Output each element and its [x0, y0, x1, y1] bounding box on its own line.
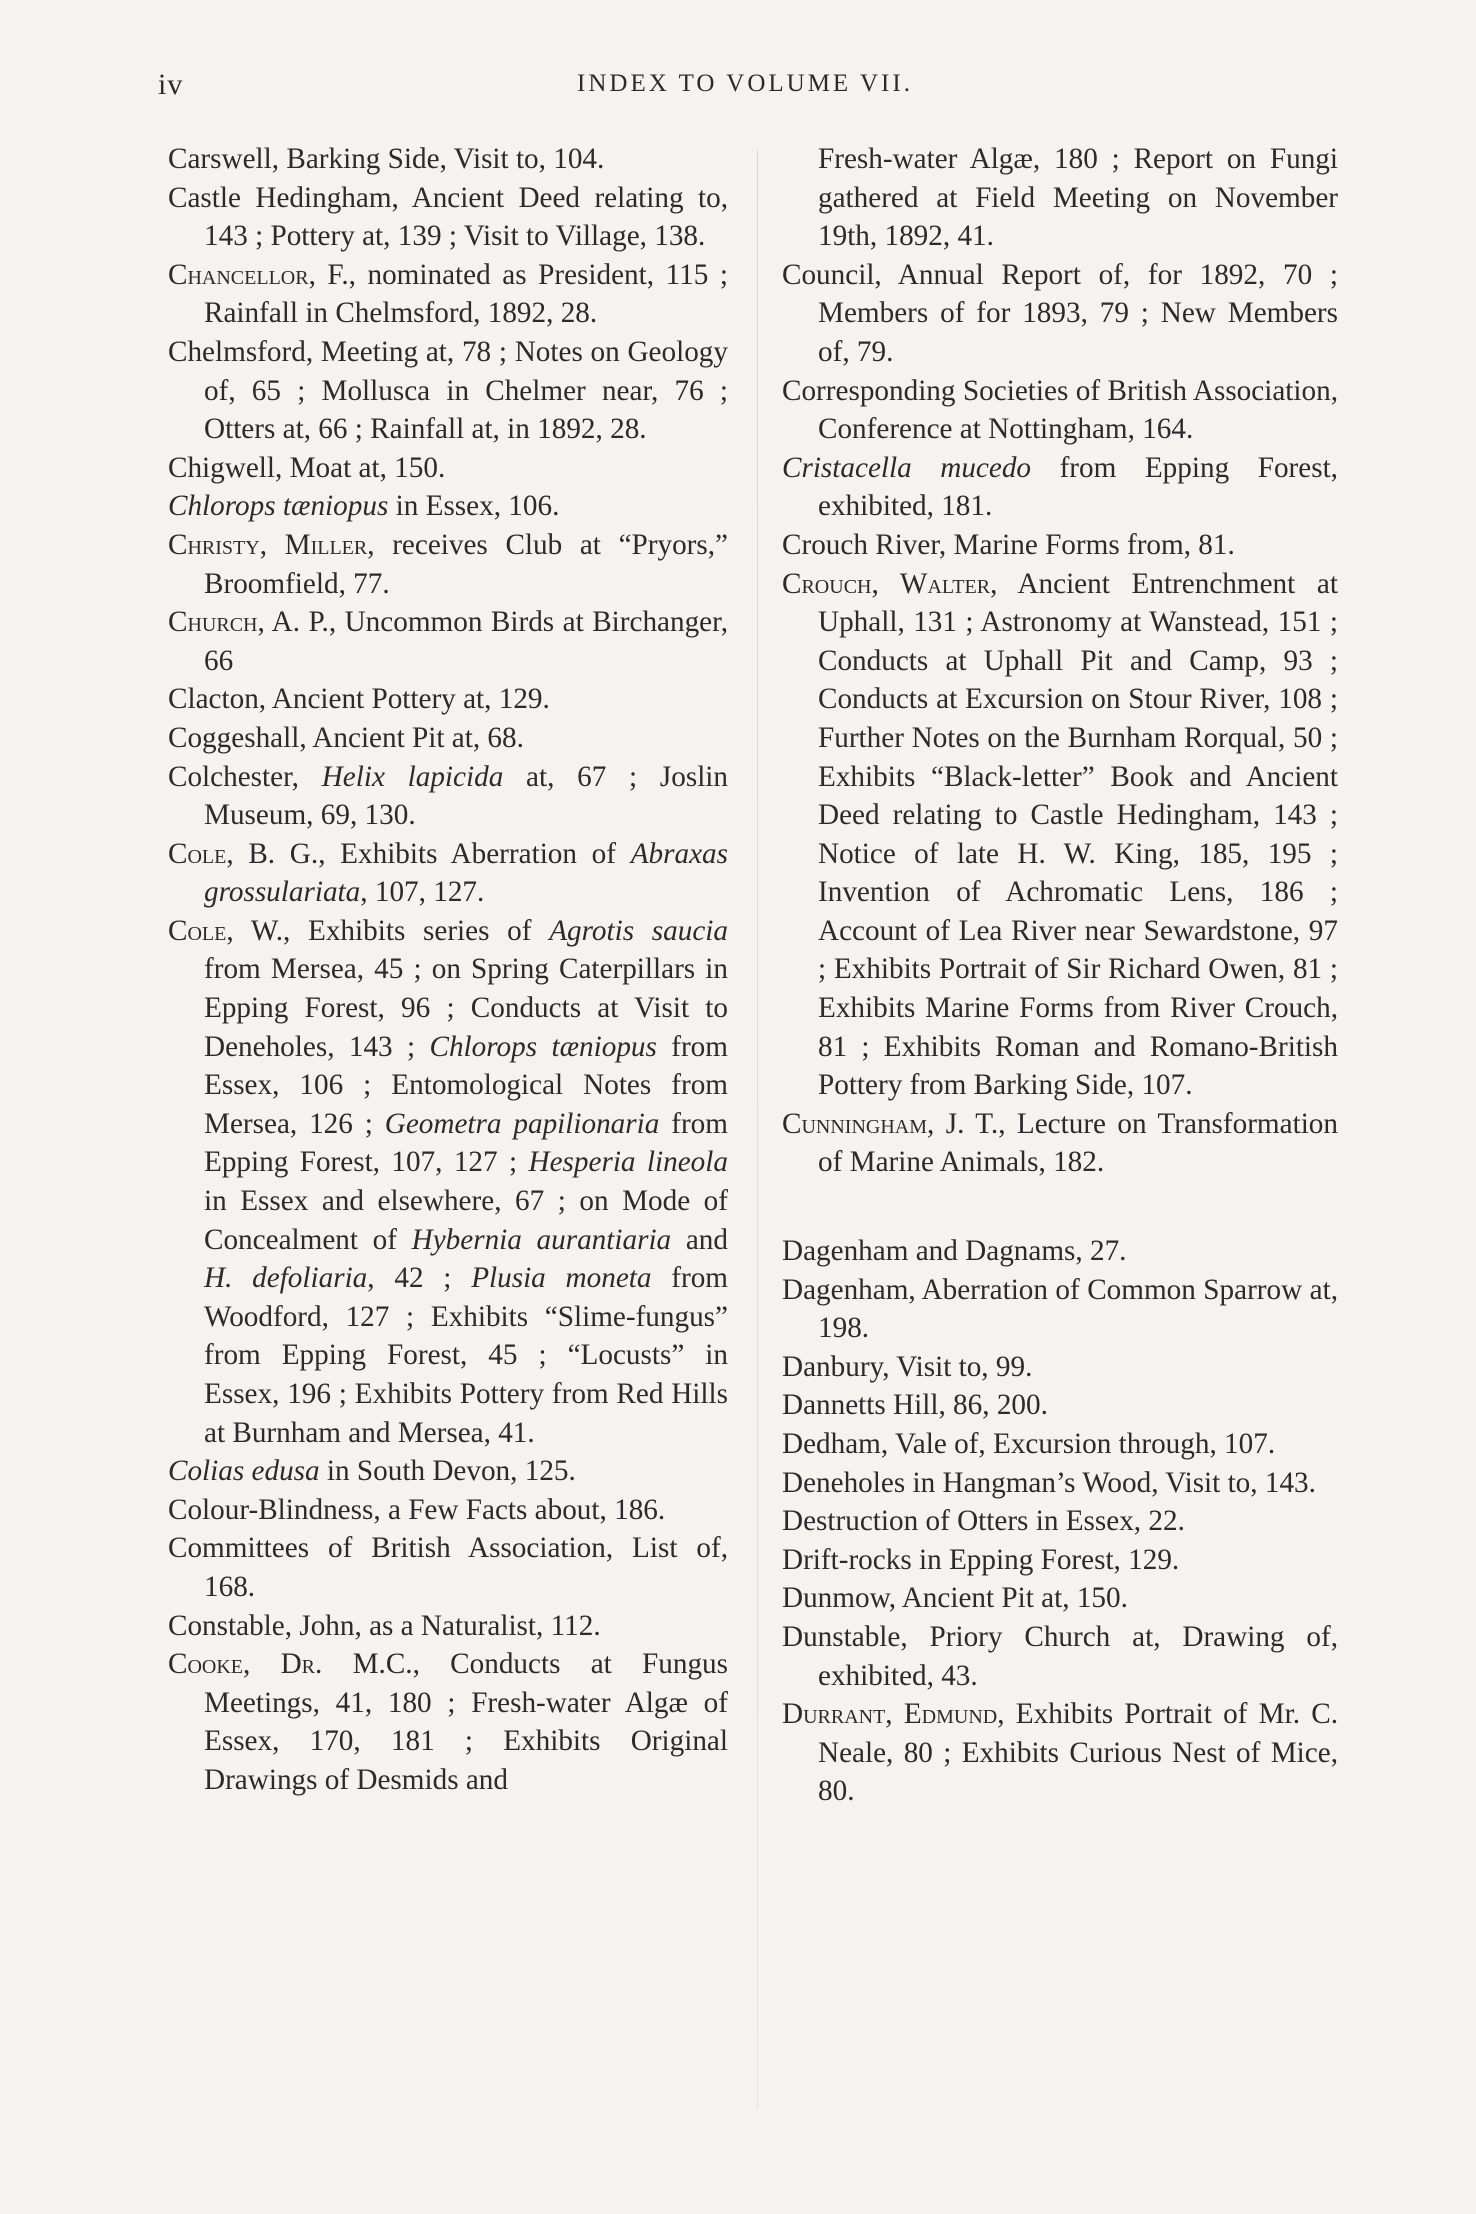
index-entry: [782, 1541, 1338, 1580]
entry-italic-term: Chlorops tæniopus: [429, 1030, 657, 1063]
running-title: INDEX TO VOLUME VII.: [577, 70, 913, 97]
index-entry: [782, 1348, 1338, 1387]
entry-text: Castle Hedingham, Ancient Deed relating to, 143 ; Pottery at, 139 ; Visit to Village, 138.: [168, 181, 728, 253]
index-entry: [782, 256, 1338, 372]
entry-text: , Exhibits Portrait of Mr. C. Neale, 80 ; Exhibits Curious Nest of Mice, 80.: [818, 1698, 1338, 1808]
entry-italic-term: Cristacella mucedo: [782, 451, 1032, 484]
column-divider: [757, 150, 758, 2110]
entry-text: Danbury, Visit to, 99.: [782, 1350, 1033, 1383]
index-entry: [168, 680, 728, 719]
section-gap: [782, 1182, 1338, 1232]
index-entry: [168, 526, 728, 603]
entry-author-name: Cole, W.: [168, 914, 283, 947]
entry-text: in South Devon, 125.: [319, 1455, 576, 1488]
entry-author-name: Chancellor, F.: [168, 258, 349, 291]
index-entry: [782, 449, 1338, 526]
entry-author-name: Cole, B. G.: [168, 837, 319, 870]
index-entry: [782, 1105, 1338, 1182]
entry-text: from Epping Forest, exhibited, 181.: [818, 451, 1338, 523]
entry-text: Deneholes in Hangman’s Wood, Visit to, 143.: [782, 1466, 1316, 1499]
index-entry: [168, 487, 728, 526]
entry-italic-term: Agrotis saucia: [549, 914, 729, 947]
entry-text: Colchester,: [168, 760, 322, 793]
entry-text: Colour-Blindness, a Few Facts about, 186.: [168, 1493, 666, 1526]
entry-text: Corresponding Societies of British Association, Conference at Nottingham, 164.: [782, 374, 1338, 446]
index-entry: [782, 140, 1338, 256]
entry-text: , Exhibits series of: [283, 914, 550, 947]
index-entry: [168, 1529, 728, 1606]
entry-text: Coggeshall, Ancient Pit at, 68.: [168, 721, 524, 754]
entry-text: , nominated as President, 115 ; Rainfall in Chelmsford, 1892, 28.: [204, 258, 728, 330]
entry-text: in Essex, 106.: [388, 490, 560, 523]
index-entry: [782, 1386, 1338, 1425]
entry-text: Dunmow, Ancient Pit at, 150.: [782, 1582, 1128, 1615]
entry-text: in Essex and elsewhere, 67 ; on Mode of Concealment of: [204, 1185, 728, 1256]
entry-italic-term: Plusia moneta: [471, 1262, 652, 1295]
entry-text: Dedham, Vale of, Excursion through, 107.: [782, 1428, 1276, 1460]
index-entry: [782, 565, 1338, 1105]
index-entry: [168, 603, 728, 680]
entry-text: Carswell, Barking Side, Visit to, 104.: [168, 143, 605, 175]
index-entry: [782, 1695, 1338, 1811]
index-entry: [168, 1491, 728, 1530]
index-entry: [168, 835, 728, 912]
entry-text: Clacton, Ancient Pottery at, 129.: [168, 683, 550, 716]
index-entry: [782, 1232, 1338, 1271]
page-number: iv: [158, 68, 184, 101]
entry-text: , Exhibits Aberration of: [318, 837, 631, 870]
index-entry: [168, 449, 728, 488]
index-entry: [782, 1618, 1338, 1695]
entry-italic-term: H. defoliaria: [204, 1262, 368, 1295]
entry-author-name: Christy, Miller: [168, 528, 368, 561]
index-entry: [168, 719, 728, 758]
entry-text: Council, Annual Report of, for 1892, 70 ; Members of for 1893, 79 ; New Members of, 79.: [782, 258, 1338, 368]
entry-italic-term: Geometra papilionaria: [384, 1107, 660, 1140]
entry-text: Chelmsford, Meeting at, 78 ; Notes on Geology of, 65 ; Mollusca in Chelmer near, 76 ; Otters at, 66 ; Rainfall at, in 1892, 28.: [168, 335, 728, 446]
index-entry: [168, 1452, 728, 1491]
entry-italic-term: Chlorops tæniopus: [168, 490, 389, 523]
index-entry: [782, 1502, 1338, 1541]
running-head: [150, 68, 1340, 112]
entry-italic-term: Colias edusa: [168, 1455, 320, 1488]
index-entry: [782, 1464, 1338, 1503]
entry-text: Dannetts Hill, 86, 200.: [782, 1389, 1048, 1422]
entry-author-name: Crouch, Walter: [782, 567, 991, 600]
entry-text: from Woodford, 127 ; Exhibits “Slime-fungus” from Epping Forest, 45 ; “Locusts” in Essex, 196 ; Exhibits Pottery from Red Hills at Burnham and Mersea, 41.: [204, 1262, 728, 1449]
entry-text: Constable, John, as a Naturalist, 112.: [168, 1609, 601, 1642]
entry-text: Destruction of Otters in Essex, 22.: [782, 1505, 1185, 1538]
entry-text: , Conducts at Fungus Meetings, 41, 180 ; Fresh-water Algæ of Essex, 170, 181 ; Exhibits Original Drawings of Desmids and: [204, 1648, 729, 1796]
index-entry: [168, 140, 728, 179]
entry-text: and: [671, 1223, 728, 1256]
index-column-right: [782, 140, 1338, 1811]
entry-text: , Uncommon Birds at Birchanger, 66: [204, 606, 728, 677]
entry-text: , 42 ;: [367, 1262, 472, 1295]
entry-text: at, 67 ; Joslin Museum, 69, 130.: [204, 760, 729, 832]
entry-text: , Lecture on Transformation of Marine Animals, 182.: [818, 1107, 1338, 1179]
entry-text: Fresh-water Algæ, 180 ; Report on Fungi gathered at Field Meeting on November 19th, 1892, 41.: [818, 143, 1338, 253]
entry-text: Drift-rocks in Epping Forest, 129.: [782, 1543, 1180, 1576]
entry-text: from Epping Forest, 107, 127 ;: [204, 1107, 728, 1179]
entry-italic-term: Helix lapicida: [321, 760, 504, 793]
index-column-left: [168, 140, 728, 1800]
index-entry: [782, 1271, 1338, 1348]
entry-author-name: Church, A. P.: [168, 606, 329, 639]
entry-text: , 107, 127.: [360, 876, 485, 909]
index-entry: [782, 372, 1338, 449]
entry-author-name: Durrant, Edmund: [782, 1698, 998, 1731]
entry-italic-term: Hesperia lineola: [528, 1146, 728, 1179]
index-entry: [168, 1645, 728, 1799]
index-entry: [168, 333, 728, 449]
index-entry: [168, 1607, 728, 1646]
entry-italic-term: Hybernia aurantiaria: [411, 1223, 672, 1256]
entry-text: Chigwell, Moat at, 150.: [168, 451, 446, 484]
entry-text: , receives Club at “Pryors,” Broomfield, 77.: [204, 528, 728, 600]
entry-text: from Mersea, 45 ; on Spring Caterpillars in Epping Forest, 96 ; Conducts at Visit to Deneholes, 143 ;: [204, 953, 728, 1063]
entry-text: Crouch River, Marine Forms from, 81.: [782, 528, 1235, 561]
entry-text: from Essex, 106 ; Entomological Notes from Mersea, 126 ;: [204, 1030, 728, 1140]
entry-italic-term: Abraxas grossulariata: [204, 837, 728, 909]
index-entry: [782, 1425, 1338, 1464]
index-entry: [168, 758, 728, 835]
entry-text: Dagenham and Dagnams, 27.: [782, 1235, 1127, 1268]
index-entry: [168, 912, 728, 1452]
entry-text: Dagenham, Aberration of Common Sparrow at, 198.: [782, 1273, 1338, 1345]
entry-text: , Ancient Entrenchment at Uphall, 131 ; Astronomy at Wanstead, 151 ; Conducts at Uphall Pit and Camp, 93 ; Conducts at Excursion on Stour River, 108 ; Further Notes on the Burnham Rorqual, 50 ; Exhibits “Black-letter” Book and Ancient Deed relating to Castle Hedingham, 143 ; Notice of late H. W. King, 185, 195 ; Invention of Achromatic Lens, 186 ; Account of Lea River near Sewardstone, 97 ; Exhibits Portrait of Sir Richard Owen, 81 ; Exhibits Marine Forms from River Crouch, 81 ; Exhibits Roman and Romano-British Pottery from Barking Side, 107.: [818, 567, 1338, 1102]
index-entry: [168, 179, 728, 256]
entry-author-name: Cunningham, J. T.: [782, 1107, 999, 1140]
entry-text: Committees of British Association, List of, 168.: [168, 1532, 728, 1603]
entry-text: Dunstable, Priory Church at, Drawing of, exhibited, 43.: [782, 1620, 1338, 1692]
entry-author-name: Cooke, Dr. M.C.: [168, 1648, 413, 1681]
index-entry: [168, 256, 728, 333]
index-entry: [782, 1579, 1338, 1618]
index-entry: [782, 526, 1338, 565]
